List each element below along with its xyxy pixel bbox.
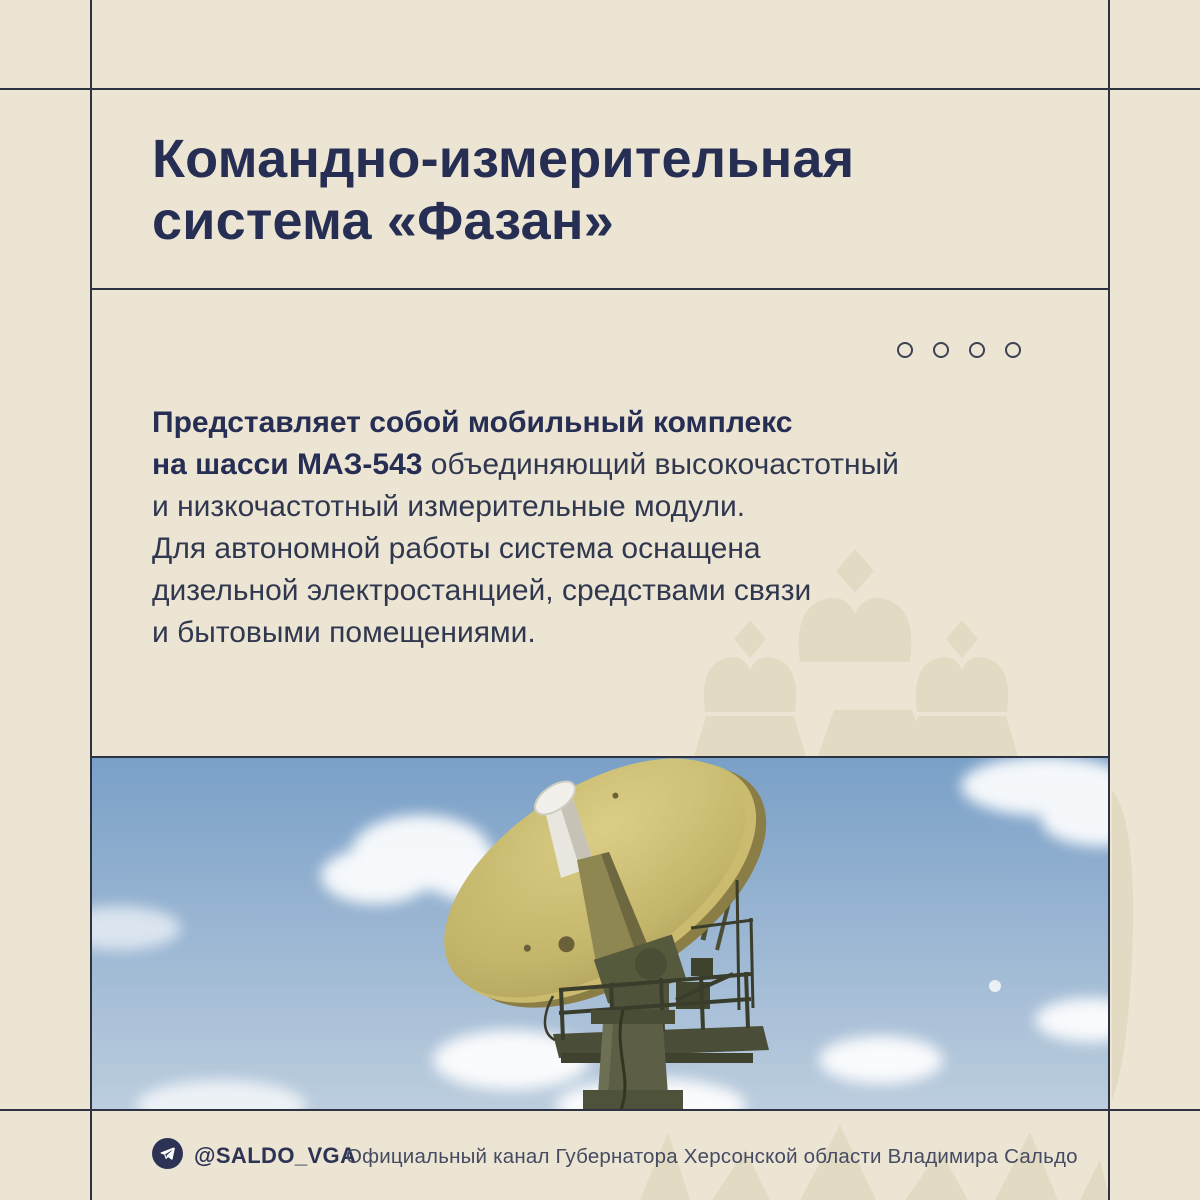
- carousel-dots: [897, 342, 1021, 358]
- body-line: дизельной электростанцией, средствами связи: [152, 574, 812, 607]
- carousel-dot[interactable]: [969, 342, 985, 358]
- body-line: на шасси МАЗ-543 объединяющий высокочастотный: [152, 448, 899, 481]
- body-text: [152, 402, 899, 654]
- grid-line-top: [0, 88, 1200, 90]
- body-line: Представляет собой мобильный комплекс: [152, 406, 793, 439]
- grid-line-photo-top: [91, 756, 1109, 758]
- body-line: Для автономной работы система оснащена: [152, 532, 761, 565]
- grid-line-vertical-right: [1108, 0, 1110, 1200]
- telegram-icon[interactable]: [152, 1138, 183, 1169]
- grid-line-vertical-left: [90, 0, 92, 1200]
- carousel-dot[interactable]: [1005, 342, 1021, 358]
- channel-handle[interactable]: @SALDO_VGA: [194, 1143, 357, 1168]
- body-line: и бытовыми помещениями.: [152, 616, 536, 649]
- page-title-line2: система «Фазан»: [152, 191, 614, 251]
- satellite-dish-photo: [91, 758, 1109, 1110]
- body-line: и низкочастотный измерительные модули.: [152, 490, 746, 523]
- channel-description: Официальный канал Губернатора Херсонской области Владимира Сальдо: [346, 1145, 1078, 1168]
- grid-line-footer: [0, 1109, 1200, 1111]
- grid-line-title-bottom: [91, 288, 1109, 290]
- page-title: [152, 128, 854, 252]
- carousel-dot[interactable]: [933, 342, 949, 358]
- page-title-line1: Командно-измерительная: [152, 129, 855, 189]
- distant-balloon: [989, 980, 1001, 992]
- footer: [0, 1110, 1200, 1200]
- carousel-dot[interactable]: [897, 342, 913, 358]
